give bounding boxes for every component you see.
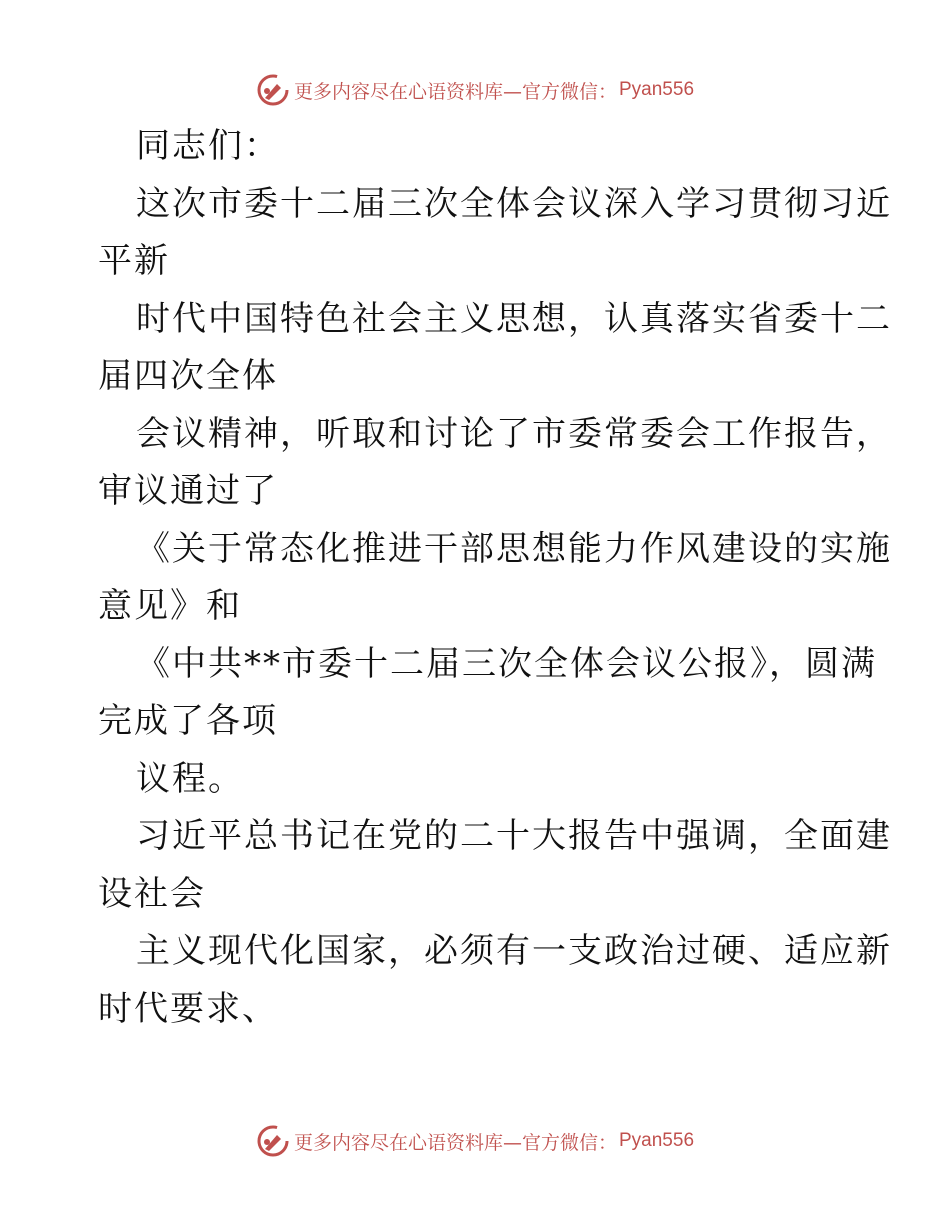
text-line: 《中共**市委十二届三次全体会议公报》，圆满 (136, 643, 877, 684)
document-body (98, 118, 892, 1038)
watermark-banner-bottom (0, 1121, 950, 1161)
text-line: 时代中国特色社会主义思想，认真落实省委十二 (136, 298, 892, 339)
watermark-text: 更多内容尽在心语资料库—官方微信： (293, 80, 617, 103)
text-line: 会议精神，听取和讨论了市委常委会工作报告， (136, 413, 892, 454)
text-line: 同志们： (136, 126, 280, 166)
text-line: 审议通过了 (98, 471, 278, 511)
text-line: 这次市委十二届三次全体会议深入学习贯彻习近 (136, 183, 892, 224)
text-line: 届四次全体 (98, 356, 278, 396)
text-line: 意见》和 (98, 586, 242, 626)
pen-circle-logo-icon (256, 73, 290, 107)
text-line: 平新 (98, 241, 170, 281)
text-line: 习近平总书记在党的二十大报告中强调，全面建 (136, 816, 892, 856)
pen-circle-logo-icon (256, 1124, 290, 1158)
watermark-banner-top (0, 70, 950, 110)
text-line: 《关于常态化推进干部思想能力作风建设的实施 (136, 528, 892, 569)
text-line: 议程。 (136, 758, 244, 799)
text-line: 设社会 (98, 873, 206, 914)
watermark-text: 更多内容尽在心语资料库—官方微信： (293, 1131, 617, 1154)
text-line: 时代要求、 (98, 988, 278, 1029)
text-line: 主义现代化国家，必须有一支政治过硬、适应新 (136, 931, 892, 971)
text-line: 完成了各项 (98, 701, 278, 741)
watermark-wechat-id: Pyan556 (619, 1130, 695, 1151)
watermark-wechat-id: Pyan556 (619, 79, 695, 100)
